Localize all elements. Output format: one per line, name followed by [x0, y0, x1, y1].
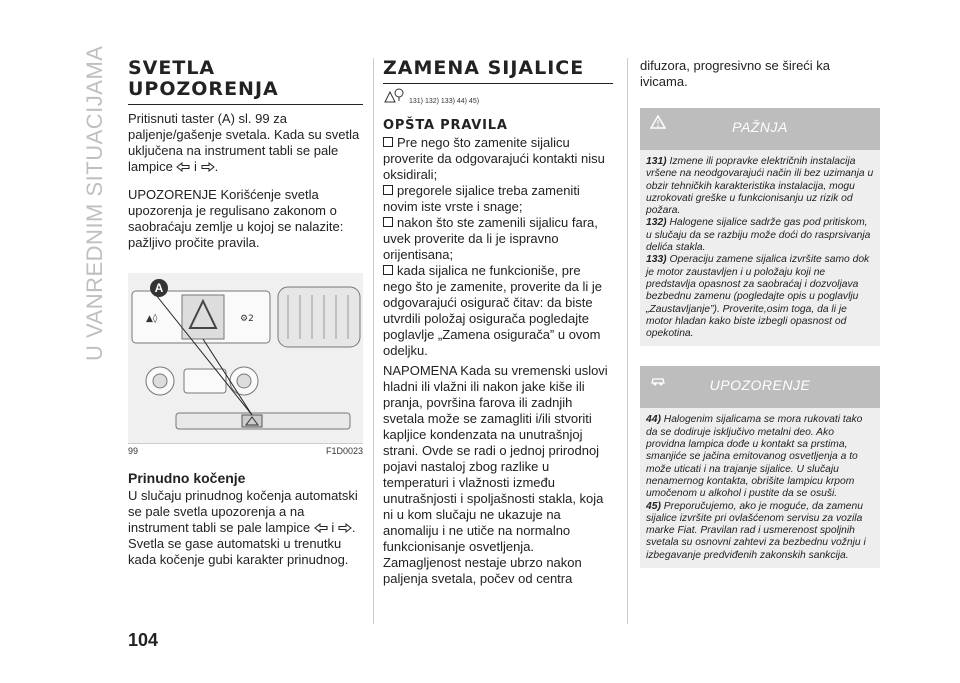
dashboard-figure — [128, 273, 363, 444]
section-heading: ZAMENA SIJALICE — [383, 58, 613, 84]
turn-signal-left-icon — [314, 523, 328, 533]
turn-signal-right-icon — [201, 162, 215, 172]
reference-row — [383, 84, 613, 110]
bullet-item: nakon što ste zamenili sijalicu fara, uvek proverite da li je ispravno orijentisana; — [383, 215, 598, 262]
paragraph: U slučaju prinudnog kočenja automatski se pale svetla upozorenja a na instrument tabli se pale lampice i . Svetla se gase automatski u trenutku kada kočenje gubi karakter prinudnog. — [128, 488, 358, 567]
column-divider — [373, 58, 374, 624]
figure-number: 99 — [128, 446, 139, 456]
reference-numbers: 131) 132) 133) 44) 45) — [409, 98, 480, 105]
heading-line: SVETLA — [128, 57, 216, 79]
warning-item: 132) Halogene sijalice sadrže gas pod pritiskom, u slučaju da se razbiju može doći do rasprsivanja delića stakla. — [646, 217, 871, 254]
warning-item: 131) Izmene ili popravke električnih instalacija vršene na neodgovarajući način ili bez uzimanja u obzir tehničkih karakteristika instalacija, mogu uzrokovati greške u funkcionisanju uz rizik od požara. — [646, 156, 874, 217]
svg-text:⚙2: ⚙2 — [240, 314, 254, 324]
danger-box-header — [640, 108, 880, 150]
bullet-item: Pre nego što zamenite sijalicu proverite da odgovarajući kontakti nisu oksidirali; — [383, 135, 605, 182]
caution-item: 45) Preporučujemo, ako je moguće, da zamenu sijalice izvršite pri ovlašćenom servisu za vozila marke Fiat. Pravilan rad i usmerenost spoljnih svetala su osnovni zahtevi za bezbednu vožnju i izbegavanje predviđenih zakonskih sankcija. — [646, 500, 866, 561]
warning-item: 133) Operaciju zamene sijalica izvršite samo dok je motor zaustavljen i u položaju koji ne predstavlja opasnost za saobraćaj i dozvoljava bezbednu zamenu (pogledajte opis u poglavlju „Zaustavljanje”). Proverite,osim toga, da li je motor hladan kako biste izbegli opasnost od opekotina. — [646, 254, 870, 340]
bullet-item: kada sijalica ne funkcioniše, pre nego što je zamenite, proverite da li je odgovarajući osigurač čitav: da biste utvrdili položaj osigurača pogledajte poglavlje „Zamena osigurača” u ovom odeljku. — [383, 263, 602, 358]
danger-box-title: PAŽNJA — [732, 119, 788, 135]
column-divider — [627, 58, 628, 624]
paragraph: difuzora, progresivno se šireći ka ivicama. — [640, 58, 831, 89]
section-heading — [128, 58, 363, 105]
bullet-icon — [383, 265, 393, 275]
bullet-item: pregorele sijalice treba zameniti novim iste vrste i snage; — [383, 183, 580, 214]
bullet-icon — [383, 217, 393, 227]
svg-text:▲◊: ▲◊ — [146, 314, 158, 324]
caution-box-header — [640, 366, 880, 408]
paragraph: Pritisnuti taster (A) sl. 99 za paljenje/gašenje svetala. Kada su svetla uključena na instrument tabli se pale lampice i . — [128, 111, 360, 174]
paragraph: UPOZORENJE Korišćenje svetla upozorenja je regulisano zakonom o saobraćaju zemlje u kojoj se nalazite: pažljivo pročite pravila. — [128, 187, 344, 250]
caution-box-title: UPOZORENJE — [709, 377, 811, 394]
bulb-warning-icon — [383, 86, 405, 104]
bullet-icon — [383, 185, 393, 195]
bullet-icon — [383, 137, 393, 147]
caution-item: 44) Halogenim sijalicama se mora rukovati tako da se dodiruje isključivo metalni deo. Ako providna lampica dođe u kontakt sa prstima, smanjiće se jačina emitovanog osvetljenja a to može uticati i na trajanje sijalice. U slučaju nenamernog kontakta, obrišite lampicu krpom umočenom u alkohol i pustite da se osuši. — [646, 414, 863, 500]
column-1 — [128, 58, 363, 568]
caution-box — [640, 366, 880, 568]
page-number: 104 — [128, 630, 159, 650]
subheading: Prinudno kočenje — [128, 470, 246, 486]
column-2 — [383, 58, 613, 587]
figure-code: F1D0023 — [325, 446, 363, 456]
figure-caption — [128, 444, 363, 458]
turn-signal-right-icon — [338, 523, 352, 533]
note-paragraph: NAPOMENA Kada su vremenski uslovi hladni ili vlažni ili nakon jake kiše ili pranja, površina farova ili zadnjih svetala može se zamagliti i/ili stvoriti kapljice kondenzata na unutrašnjoj strani. Ovde se radi o jednoj prirodnoj pojavi nastaloj zbog razlike u temperaturi i vlažnosti između unutrašnjosti i spoljašnosti stakla, koja ni u kom slučaju ne ukazuje na anomaliju i ne utiče na normalno funkcionisanje osvetljenja. Zamagljenost nestaje ubrzo nakon paljenja svetala, počev od centra — [383, 363, 608, 586]
figure-callout-a: A — [150, 279, 168, 297]
heading-line: UPOZORENJA — [128, 78, 279, 100]
column-3 — [640, 58, 880, 568]
dashboard-illustration — [128, 273, 363, 443]
turn-signal-left-icon — [176, 162, 190, 172]
danger-box — [640, 108, 880, 346]
chapter-side-title: U VANREDNIM SITUACIJAMA — [82, 46, 107, 362]
subheading: OPŠTA PRAVILA — [383, 118, 508, 133]
